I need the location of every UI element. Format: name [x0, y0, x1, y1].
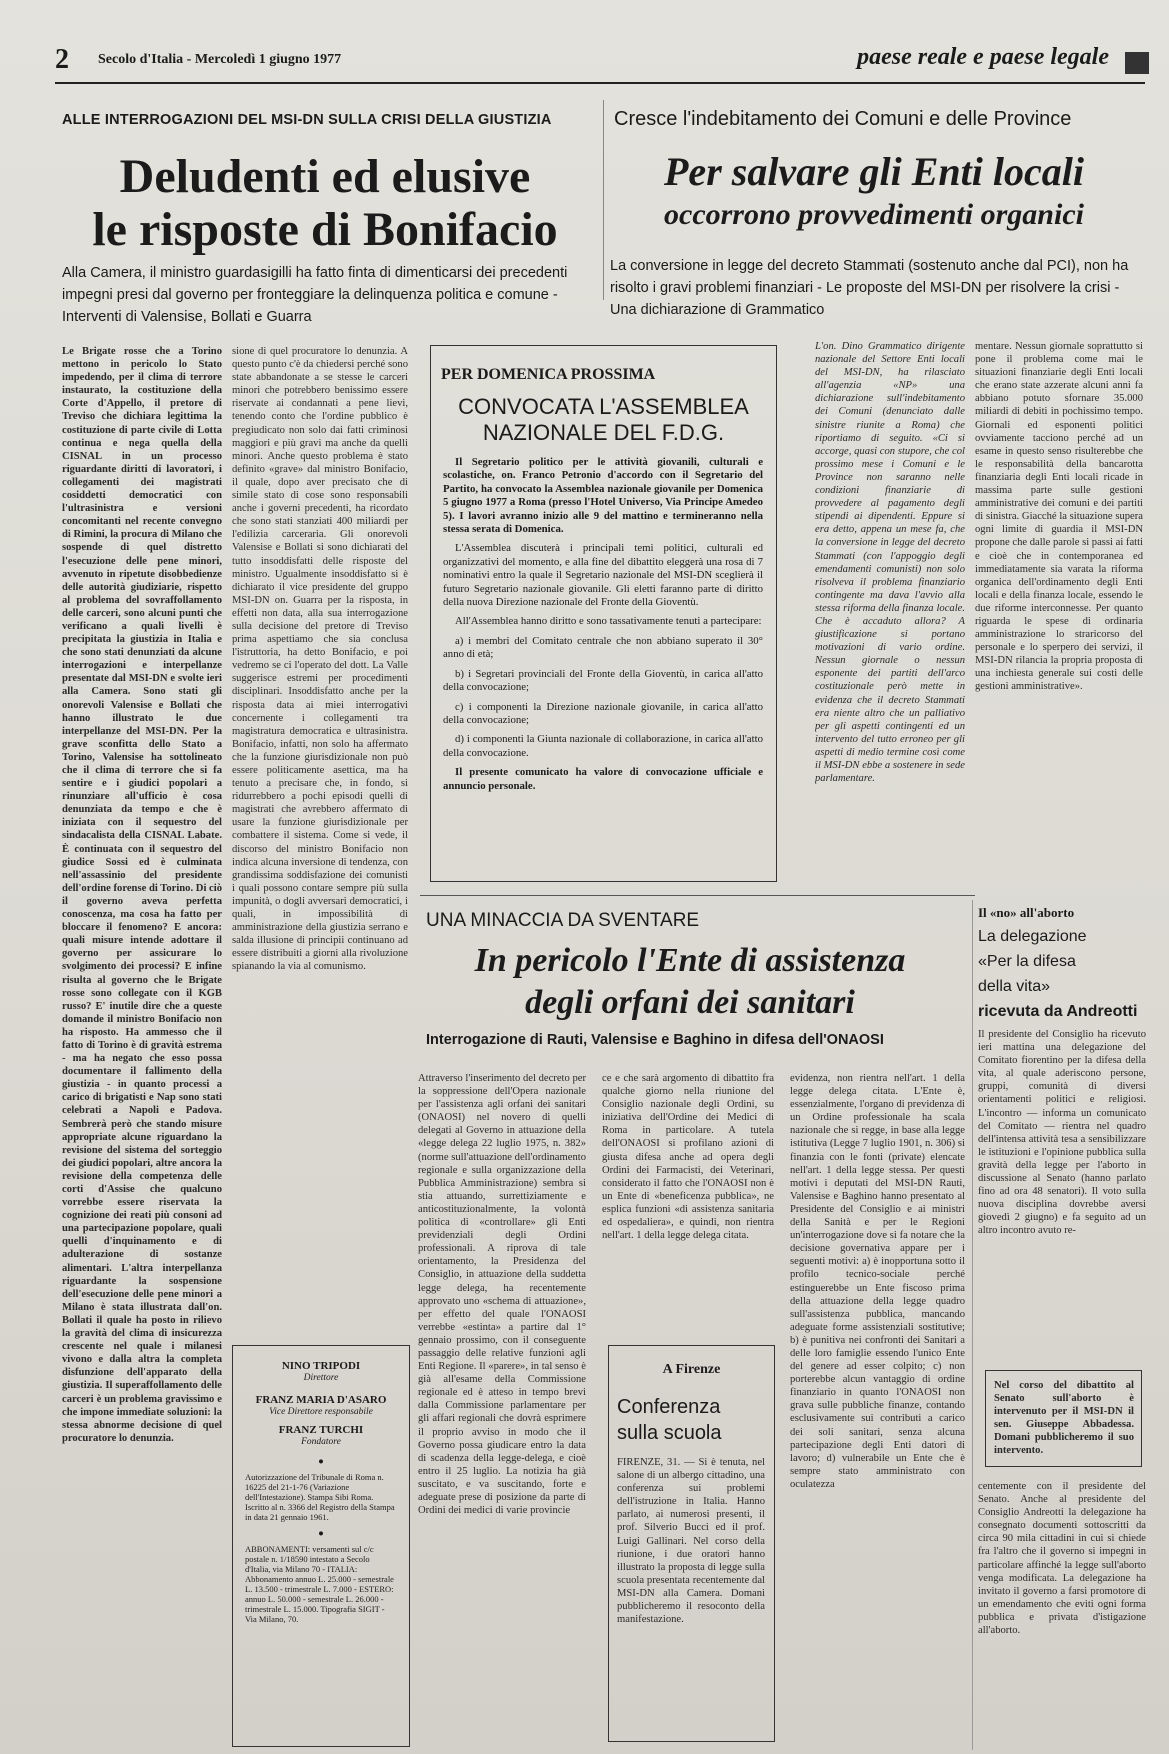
onaosi-headline-line2: degli orfani dei sanitari — [525, 984, 855, 1021]
conferenza-box — [608, 1345, 775, 1742]
onaosi-col2: ce e che sarà argomento di dibattito fra qualche giorno nella riunione del Consiglio nazionale degli Ordini, su iniziativa dell'Ordine dei Medici di Roma in particolare. A tutela dell'ONAOSI si profilano azioni di giusta difesa anche ad opera degli Ordini dei Farmacisti, dei Veterinari, considerato il fatto che l'ONAOSI non è un Ente di «beneficenza pubblica», ne esplica funzioni «di assistenza sanitaria ed ospedaliera», e quindi, non rientra nell'art. 1 della legge delega citata. — [602, 1073, 774, 1242]
fdg-announcement-box — [430, 345, 777, 882]
aborto-text1: Il presidente del Consiglio ha ricevuto ieri mattina una delegazione del Comitato fiorentino per la difesa della vita, al quale aderiscono persone, gruppi, comunità di diversi orientamenti politici e religiosi. L'incontro — informa un comunicato del Comitato — rientra nel quadro dell'intensa attività tesa a sensibilizzare le istituzioni e l'opinione pubblica sulla gravità della legge per l'aborto in discussione al Senato (hanno parlato fino ad ora 48 senatori). Il voto sulla nuova disciplina dovrebbe aversi giovedì 2 giugno) e fa seguito ad un altro incontro avuto re- — [978, 1029, 1146, 1237]
header-rule — [55, 82, 1145, 84]
aborto-headline-line1: La delegazione — [978, 928, 1087, 945]
left-kicker: ALLE INTERROGAZIONI DEL MSI-DN SULLA CRISI DELLA GIUSTIZIA — [62, 112, 552, 128]
fdg-paragraph: L'Assemblea discuterà i principali temi politici, culturali ed organizzativi del momento, e alla fine del dibattito eleggerà una rosa di 7 nominativi entro la quale il Segretario nazionale del MSI-DN sceglierà il futuro Segretario nazionale giovanile. Gli eletti faranno parte di diritto della nuova Direzione nazionale del Fronte della Gioventù. — [443, 542, 763, 609]
right-article-col2: mentare. Nessun giornale soprattutto si pone il problema come mai le situazioni finanziarie degli Enti locali che erano state azzerate alcuni anni fa abbiano potuto sfornare 35.000 miliardi di debiti in pochissimo tempo. Giornali ed esponenti politici ovviamente tacciono perché ad un esame in questo senso risulterebbe che le responsabilità della bancarotta finanziaria degli Enti locali ricade in massima parte sulle gestioni amministrative dei comuni e dei partiti di sinistra. Giacché la situazione supera ogni limite di guardia il MSI-DN propone che dalle parole si passi ai fatti e cioè che in contemporanea ed immediatamente sia varata la riforma organica dell'ordinamento degli Enti locali e della finanza locale, essendo le due riforme interconnesse. Per quanto riguarda le spese di ordinaria amministrazione lo straricorso del personale e lo sperpero dei servizi, il MSI-DN rilancia la propria proposta di una inchiesta generale sui costi delle gestioni amministrative». — [975, 341, 1143, 693]
onaosi-headline-line1: In pericolo l'Ente di assistenza — [474, 942, 906, 979]
fdg-list-item: c) i componenti la Direzione nazionale giovanile, in carica all'atto della convocazione; — [443, 700, 763, 726]
founder-role: Fondatore — [301, 1437, 341, 1447]
aborto-headline-line3: della vita» — [978, 978, 1051, 995]
conferenza-headline-line2: sulla scuola — [617, 1422, 722, 1444]
vice-director-name: FRANZ MARIA D'ASARO — [255, 1394, 387, 1406]
dateline: Secolo d'Italia - Mercoledì 1 giugno 1977 — [98, 52, 342, 67]
fdg-label: PER DOMENICA PROSSIMA — [441, 366, 656, 383]
bullet-icon: ● — [318, 1457, 324, 1467]
right-subhead: La conversione in legge del decreto Stammati (sostenuto anche dal PCI), non ha risolto i gravi problemi finanziari - Le proposte del MSI-DN per risolvere la crisi - Una dichiarazione di Grammatico — [610, 258, 1129, 318]
section-emblem-icon — [1125, 52, 1149, 74]
fdg-list-item: b) i Segretari provinciali del Fronte della Gioventù, in carica all'atto della convocazione; — [443, 667, 763, 694]
fdg-list-item: a) i membri del Comitato centrale che non abbiano superato il 30° anno di età; — [443, 634, 763, 661]
aborto-note: Nel corso del dibattito al Senato sull'aborto è intervenuto per il MSI-DN il sen. Giuseppe Abbadessa. Domani pubblicheremo il suo intervento. — [994, 1380, 1134, 1457]
section-rule — [420, 895, 975, 896]
fdg-list-item: d) i componenti la Giunta nazionale di collaborazione, in carica all'atto della convocazione. — [443, 733, 763, 759]
left-article-col1: Le Brigate rosse che a Torino mettono in pericolo lo Stato impedendo, per il clima di terrore instaurato, la costituzione della Corte d'Appello, il pretore di Treviso che dichiara legittima la costituzione di parte civile di Lotta continua e nega quella della CISNAL in un processo riguardante diritti di lavoratori, i collegamenti dei magistrati cosiddetti democratici con l'ultrasinistra e versioni concomitanti nel recente convegno di Rimini, la procura di Milano che sospende di quel distretto l'esecuzione delle pene minori, avvenuto in ripetute disobbedienze delle autorità giudiziarie, rispetto al problema del sovraffollamento delle carceri, sono alcuni punti che verificano a quali livelli è precipitata la giustizia in Italia e che sono stati denunziati da alcune interrogazioni e interpellanze presentate dal MSI-DN e svolte ieri alla Camera. Sono stati gli onorevoli Valensise e Bollati che hanno illustrato le due interpellanze del MSI-DN. Per la grave sconfitta dello Stato a Torino, Valensise ha sottolineato che il clima di terrore che si fa sentire e i giudici popolari a rinunziare all'ufficio è cosa denunziata da tempo e che è iniziata con il sequestro del sindacalista della CISNAL Labate. È continuata con il sequestro del giudice Sossi ed è culminata nell'assassinio del presidente dell'ordine forense di Torino. Di ciò il governo aveva perfetta conoscenza, ma cosa ha fatto per bloccare il fenomeno? E ancora: quali misure intende adottare il governo per assicurare lo svolgimento dei processi? E infine risulta al governo che le Brigate rosse sono collegate con il KGB russo? E' inutile dire che a queste domande il ministro Bonifacio non ha risposto. Ha ammesso che il fatto di Torino è di gravità estrema - ma ha negato che esso possa documentare il fallimento della giustizia - in quanto processi a carico di brigatisti e Nap sono stati celebrati a Napoli e Padova. Sembrerà però che stando misure appropriate alcune riguardano la revisione del sistema del sorteggio dei giudici popolari, altre ancora la revisione della competenza delle corti d'Assise che qualcuno vorrebbe essere riservata la cognizione dei reati più consoni ad una partecipazione popolare, quali quelli d'inquinamento e di adulterazione di sostanze alimentari. L'altra interpellanza riguardante la sospensione dell'esecuzione delle pene minori a Milano è stata illustrata dall'on. Bollati il quale ha posto in rilievo la gravità del clima di insicurezza crescente nel quale i milanesi vivono e dalla altra la completa disfunzione dell'apparato della giustizia. Il superaffollamento delle carceri è un problema gravissimo e che impone immediate soluzioni: la stessa abnorme decisione di quel procuratore lo denunzia. — [62, 346, 222, 1444]
left-headline-line2: le risposte di Bonifacio — [92, 203, 558, 256]
right-kicker: Cresce l'indebitamento dei Comuni e delle Province — [614, 108, 1072, 130]
subscriptions-info: ABBONAMENTI: versamenti sul c/c postale n. 1/18590 intestato a Secolo d'Italia, via Milano 70 - ITALIA: Abbonamento annuo L. 25.000 - semestrale L. 13.500 - trimestrale L. 7.000 - ESTERO: annuo L. 50.000 - semestrale L. 26.000 - trimestrale L. 15.000. Tipografia SIGIT - Via Milano, 70. — [245, 1544, 394, 1624]
conferenza-headline-line1: Conferenza — [617, 1396, 721, 1418]
aborto-text2: centemente con il presidente del Senato. Anche al presidente del Consiglio Andreotti la delegazione ha consegnato documenti sottoscritti da circa 90 mila cittadini in cui si chiede fra l'altro che il governo si impegni in particolare affinché la legge sull'aborto venga modificata. La delegazione ha invitato il governo a farsi promotore di un emendamento che eviti ogni forma pubblica e privata d'istigazione all'aborto. — [978, 1481, 1146, 1637]
registration-info: Autorizzazione del Tribunale di Roma n. 16225 del 21-1-76 (Variazione dell'Intestazione). Stampa Sibi Roma. Iscritto al n. 3366 del Registro della Stampa in data 21 gennaio 1961. — [245, 1472, 395, 1522]
fdg-lead: Il Segretario politico per le attività giovanili, culturali e scolastiche, on. Franco Petronio d'accordo con il Segretario del Partito, ha convocato la Assemblea nazionale giovanile per Domenica 5 giugno 1977 a Roma (presso l'Hotel Universo, Via Principe Amedeo 5). I lavori avranno inizio alle 9 del mattino e termineranno nella stessa serata di Domenica. — [443, 456, 763, 536]
aborto-headline-line4: ricevuta da Andreotti — [978, 1003, 1138, 1020]
director-role: Direttore — [303, 1373, 339, 1383]
onaosi-col3: evidenza, non rientra nell'art. 1 della legge delega citata. L'Ente è, essenzialmente, l'organo di previdenza di un Ordine professionale ha scala nazionale che si regge, in base alla legge istitutiva (Legge 7 luglio 1901, n. 306) si finanzia con le fonti (private) elencate nell'art. 1 della legge stessa. Per questi motivi i deputati del MSI-DN Rauti, Valensise e Baghino hanno presentato al Presidente del Consiglio e ai ministri della Sanità e per le Regioni un'interrogazione dove si fa notare che la decisione governativa appare per i seguenti motivi: a) è inopportuna sotto il profilo tecnico-sociale perché estinguerebbe un Ente fiscoso prima della attuazione della legge quadro sull'assistenza pubblica, mancando adeguate forme assistenziali sostitutive; b) è punitiva nei confronti dei Sanitari a delle loro famiglie essendo l'unico Ente del genere ad esser colpito; c) non porterebbe alcun vantaggio di ordine finanziario in quanto l'ONAOSI non grava sulle pubbliche finanze, contando esclusivamente sui contributi a carico dei soli sanitari, senza alcuna partecipazione degli Enti datori di lavoro; d) vulnerabile un Ente che è sempre stato amministrato con oculatezza — [790, 1073, 965, 1490]
column-rule — [972, 900, 973, 1750]
fdg-body — [443, 456, 763, 876]
column-rule — [603, 100, 604, 300]
director-name: NINO TRIPODI — [281, 1360, 361, 1372]
aborto-note-box — [985, 1370, 1142, 1467]
right-headline-line1: Per salvare gli Enti locali — [664, 149, 1084, 194]
vice-director-role: Vice Direttore responsabile — [269, 1407, 373, 1417]
right-article-col1: L'on. Dino Grammatico dirigente nazionale del Settore Enti locali del MSI-DN, ha rilasciato all'agenzia «NP» una dichiarazione sull'indebitamento dei Comuni (denunciato dalle sinistre riunite a Roma) che riportiamo di seguito. «Ci si accorge, quasi con stupore, che col prossimo mese i Comuni e le Province non saranno nelle condizioni finanziarie di provvedere al pagamento degli stipendi ai dipendenti. Eppure si era detto, appena un mese fa, che la conversione in legge del decreto Stammati (con l'appoggio degli emendamenti comunisti) non solo risolveva il problema finanziario contingente ma dava l'avvio alla stessa riforma della finanza locale. Che è accaduto allora? A giustificazione si portano motivazioni di vario ordine. Nessun giornale o nessun esponente dei partiti dell'arco costituzionale però mette in evidenza che il decreto Stammati era niente altro che un palliativo per gli aspetti contingenti ed un intervento del tutto erroneo per gli aspetti di medio termine così come il MSI-DN ebbe a sostenere in sede parlamentare. — [815, 341, 965, 785]
right-headline-line2: occorrono provvedimenti organici — [664, 198, 1084, 231]
conferenza-body: FIRENZE, 31. — Si è tenuta, nel salone di un albergo cittadino, una conferenza sui problemi dell'istruzione in Italia. Hanno parlato, ai numerosi presenti, il prof. Silverio Bucci ed il prof. Luigi Gallinari. Nel corso della riunione, i due oratori hanno illustrato la proposta di legge sulla scuola presentata recentemente dal MSI-DN alla Camera. Domani pubblicheremo il resoconto della manifestazione. — [617, 1457, 765, 1626]
aborto-kicker: Il «no» all'aborto — [978, 905, 1075, 920]
left-subhead: Alla Camera, il ministro guardasigilli ha fatto finta di dimenticarsi dei precedenti impegni presi dal governo per fronteggiare la delinquenza politica e comune - Interventi di Valensise, Bollati e Guarra — [62, 265, 568, 325]
fdg-headline-line2: NAZIONALE DEL F.D.G. — [482, 420, 725, 445]
onaosi-kicker: UNA MINACCIA DA SVENTARE — [426, 910, 700, 931]
onaosi-subhead: Interrogazione di Rauti, Valensise e Baghino in difesa dell'ONAOSI — [426, 1032, 884, 1048]
onaosi-col1: Attraverso l'inserimento del decreto per la soppressione dell'Opera nazionale per l'assistenza agli orfani dei sanitari (ONAOSI) nel novero di quelli delegati al Governo in attuazione della «legge delega 22 luglio 1975, n. 382» (norme sull'attuazione dell'ordinamento regionale e sulla organizzazione della Pubblica Amministrazione) sembra si stia attuando, surrettiziamente e anticostituzionalmente, la volontà politica di «controllare» gli Enti previdenziali degli Ordini professionali. A riprova di tale orientamento, la Presidenza del Consiglio, in attuazione della suddetta legge delega, ha recentemente approvato uno «schema di attuazione», per effetto del quale l'ONAOSI verrebbe «estinta» a partire dal 1° gennaio prossimo, con il conseguente passaggio delle relative funzioni agli Enti Regione. Il «parere», in tal senso è già all'esame della Commissione regionale ed è atteso in tempo brevi dalla Commissione parlamentare per gli affari regionali che dovrà esprimere il proprio avviso in modo che il Governo possa giudicare entro la data di scadenza della legge-delega, e cioè entro il 25 luglio. La notizia ha già suscitato, e va suscitando, forte e adeguate prese di posizione da parte di Ordini dei medici di varie provincie — [418, 1073, 586, 1517]
section-title: paese reale e paese legale — [857, 44, 1109, 70]
founder-name: FRANZ TURCHI — [278, 1424, 364, 1436]
left-headline-line1: Deludenti ed elusive — [119, 150, 531, 203]
bullet-icon: ● — [318, 1529, 324, 1539]
left-article-col2: sione di quel procuratore lo denunzia. A questo punto c'è da chiedersi perché sono state abbandonate a se stesse le carceri minori che potrebbero benissimo essere riservate ai condannati a pene lievi, tenendo conto che l'ordine pubblico è pregiudicato non solo dai fatti criminosi maggiori e più gravi ma anche da quelli minori. Anche questo problema è stato definito «grave» dal ministro Bonifacio, il quale, dopo aver precisato che di simile stato di cose sono responsabili anche i governi precedenti, ha ricordato che sono stati stanziati 400 miliardi per l'edilizia carceraria. Gli onorevoli Valensise e Bollati si sono dichiarati del tutto insoddisfatti delle risposte del ministro. Ugualmente insoddisfatto si è dichiarato il vice presidente del gruppo MSI-DN on. Guarra per la risposta, in effetti non data, alla sua interrogazione sulla decisione del pretore di Treviso prima aspettiamo che sia conclusa l'istruttoria, ha detto Bonifacio, e poi vedremo se ci l'operato del dott. La Valle suggerisce estremi per procedimenti disciplinari. Insoddisfatto anche per la risposta data ai miei interrogativi concernente i collegamenti tra magistratura democratica e ultrasinistra. Bonifacio, infatti, non solo ha affermato che la funzione giurisdizionale non può essere politicamente asettica, ma ha tenuto a precisare che, in fondo, si ridurrebbero a pochi episodi quelli di magistrati che avrebbero affermato di usare la funzione giurisdizionale per combattere il sistema. Come si vede, il discorso del ministro Bonifacio non indica alcuna inversione di tendenza, con grandissima soddisfazione dei comunisti i quali possono contare sempre più sulla impunità, o dogli avversari democratici, i quali, in impossibilità di amministrazione della giustizia serrano e salda illusione di principii continuano ad essere distribuiti a giorni alla rivoluzione spianando la via al comunismo. — [232, 346, 408, 973]
fdg-headline-line1: CONVOCATA L'ASSEMBLEA — [458, 394, 749, 419]
conferenza-dateline: A Firenze — [662, 1362, 721, 1377]
fdg-closing: Il presente comunicato ha valore di convocazione ufficiale e annuncio personale. — [443, 766, 763, 792]
masthead-box — [232, 1345, 410, 1747]
fdg-paragraph: All'Assemblea hanno diritto e sono tassativamente tenuti a partecipare: — [455, 615, 762, 628]
aborto-headline-line2: «Per la difesa — [978, 953, 1076, 970]
page-number: 2 — [55, 44, 69, 75]
